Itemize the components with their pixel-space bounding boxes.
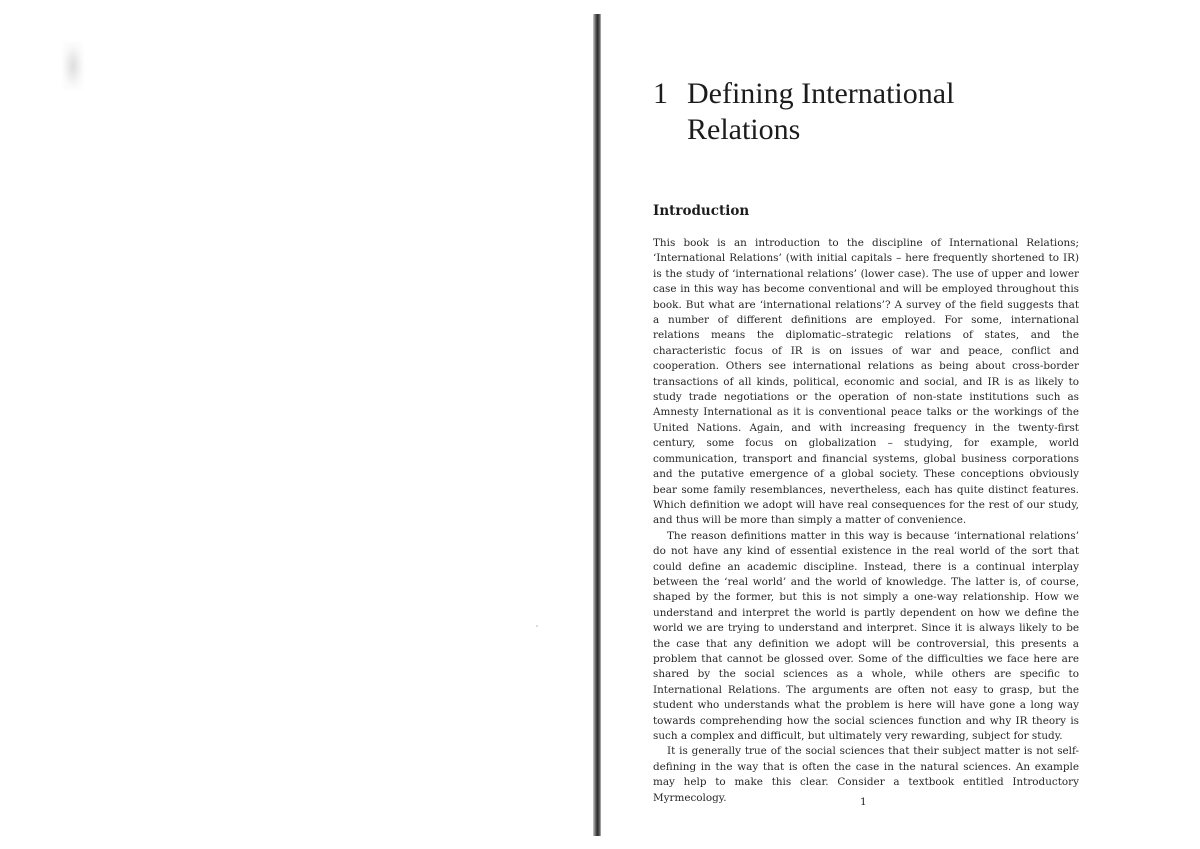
paragraph-2: The reason definitions matter in this way is because ‘international relations’ do not have any kind of essential existence in the real world of the sort that could define an academic discipline. Instead, there is a continual interplay between the ‘real world’ and the world of knowledge. The latter is, of course, shaped by the former, but this is not simply a one-way relationship. How we understand and interpret the world is partly dependent on how we define the world we are trying to understand and interpret. Since it is always likely to be the case that any definition we adopt will be controversial, this presents a problem that cannot be glossed over. Some of the difficulties we face here are shared by the social sciences as a whole, while others are specific to International Relations. The arguments are often not easy to grasp, but the student who understands what the problem is here will have gone a long way towards comprehending how the social sciences function and why IR theory is such a complex and difficult, but ultimately very rewarding, subject for study. [653, 529, 1079, 742]
chapter-title-line1: Defining International [687, 77, 955, 110]
paragraph-1: This book is an introduction to the discipline of International Relations; ‘International Relations’ (with initial capitals – here frequently shortened to IR) is the study of ‘international relations’ (lower case). The use of upper and lower case in this way has become conventional and will be employed throughout this book. But what are ‘international relations’? A survey of the field suggests that a number of different definitions are employed. For some, international relations means the diplomatic–strategic relations of states, and the characteristic focus of IR is on issues of war and peace, conflict and cooperation. Others see international relations as being about cross-border transactions of all kinds, political, economic and social, and IR is as likely to study trade negotiations or the operation of non-state institutions such as Amnesty International as it is conventional peace talks or the workings of the United Nations. Again, and with increasing frequency in the twenty-first century, some focus on globalization – studying, for example, world communication, transport and financial systems, global business corporations and the putative emergence of a global society. These conceptions obviously bear some family resemblances, nevertheless, each has quite distinct features. Which definition we adopt will have real consequences for the rest of our study, and thus will be more than simply a matter of convenience. [653, 237, 1079, 527]
body-text [653, 236, 1079, 806]
chapter-title-line2: Relations [687, 113, 801, 146]
left-page [0, 0, 598, 849]
paragraph-3: It is generally true of the social sciences that their subject matter is not self-defining in the way that is often the case in the natural sciences. An example may help to make this clear. Consider a textbook entitled Introductory Myrmecology. [653, 745, 1079, 804]
section-heading: Introduction [653, 203, 750, 219]
scan-smudge [62, 42, 84, 90]
page-number: 1 [860, 796, 867, 808]
chapter-number: 1 [653, 77, 668, 110]
scan-speck [536, 625, 538, 627]
right-page [601, 0, 1200, 849]
chapter-title [653, 76, 954, 148]
book-spine [593, 14, 601, 836]
